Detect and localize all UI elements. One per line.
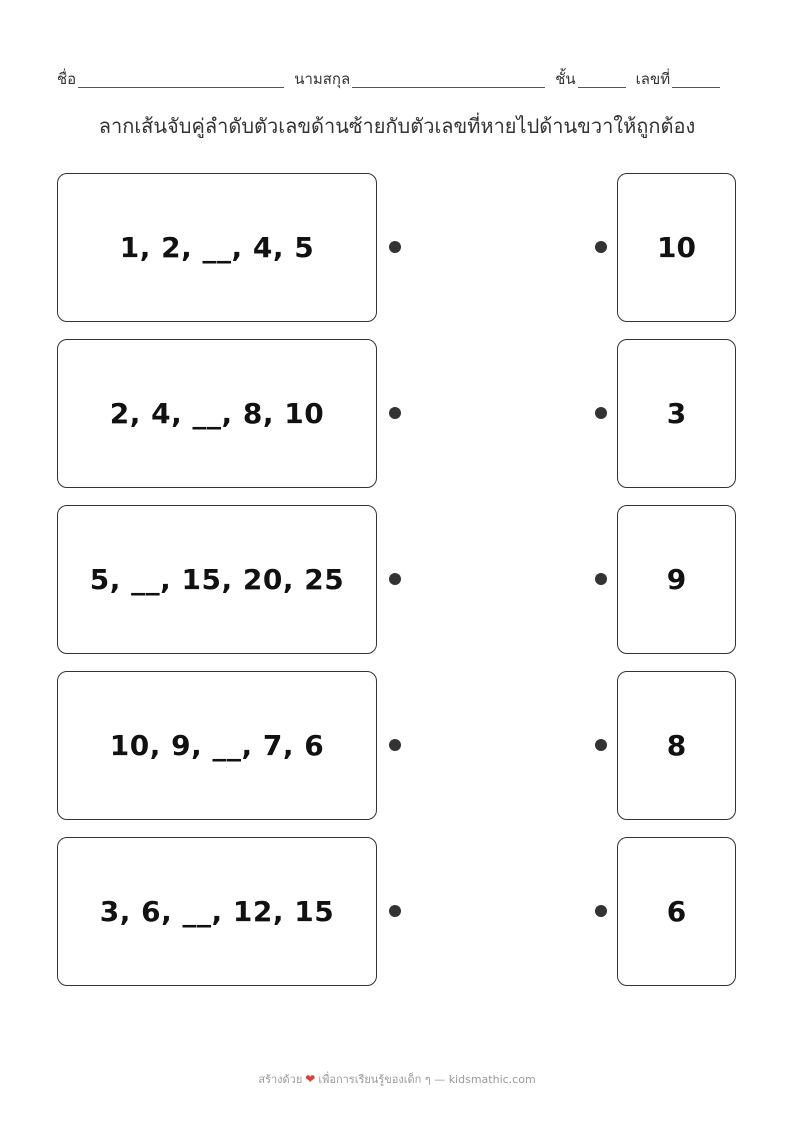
instruction-text: ลากเส้นจับคู่ลำดับตัวเลขด้านซ้ายกับตัวเลขที่หายไปด้านขวาให้ถูกต้อง — [98, 114, 696, 138]
answer-box — [617, 173, 736, 322]
number-field[interactable] — [636, 69, 720, 88]
match-row — [0, 505, 794, 655]
answer-box — [617, 505, 736, 654]
sequence-box — [57, 505, 377, 654]
name-label: ชื่อ — [57, 70, 77, 88]
answer-text: 3 — [666, 397, 687, 430]
surname-label: นามสกุล — [294, 70, 351, 88]
answer-text: 8 — [666, 729, 687, 762]
match-row — [0, 173, 794, 323]
answer-text: 10 — [657, 231, 696, 264]
class-blank-line[interactable] — [578, 69, 626, 88]
answer-box — [617, 671, 736, 820]
right-connector-dot[interactable] — [595, 905, 607, 917]
left-connector-dot[interactable] — [389, 573, 401, 585]
answer-text: 9 — [666, 563, 687, 596]
sequence-text: 5, __, 15, 20, 25 — [89, 563, 345, 596]
answer-box — [617, 837, 736, 986]
match-row — [0, 837, 794, 987]
match-row — [0, 339, 794, 489]
footer-tagline: เพื่อการเรียนรู้ของเด็ก ๆ — kidsmathic.com — [318, 1073, 536, 1086]
name-blank-line[interactable] — [78, 69, 284, 88]
right-connector-dot[interactable] — [595, 573, 607, 585]
class-label: ชั้น — [555, 70, 576, 88]
surname-field[interactable] — [294, 69, 545, 88]
answer-text: 6 — [666, 895, 687, 928]
sequence-box — [57, 671, 377, 820]
name-field[interactable] — [57, 69, 284, 88]
answer-box — [617, 339, 736, 488]
number-label: เลขที่ — [635, 70, 671, 88]
heart-icon: ❤ — [305, 1072, 316, 1086]
left-connector-dot[interactable] — [389, 905, 401, 917]
sequence-text: 1, 2, __, 4, 5 — [119, 231, 315, 264]
left-connector-dot[interactable] — [389, 739, 401, 751]
student-info-header — [57, 64, 748, 88]
surname-blank-line[interactable] — [352, 69, 545, 88]
right-connector-dot[interactable] — [595, 739, 607, 751]
left-connector-dot[interactable] — [389, 407, 401, 419]
left-connector-dot[interactable] — [389, 241, 401, 253]
sequence-text: 3, 6, __, 12, 15 — [99, 895, 335, 928]
footer — [0, 1070, 794, 1088]
sequence-text: 2, 4, __, 8, 10 — [109, 397, 325, 430]
right-connector-dot[interactable] — [595, 241, 607, 253]
right-connector-dot[interactable] — [595, 407, 607, 419]
match-row — [0, 671, 794, 821]
class-field[interactable] — [555, 69, 625, 88]
sequence-box — [57, 339, 377, 488]
number-blank-line[interactable] — [672, 69, 720, 88]
footer-made-with: สร้างด้วย — [258, 1073, 303, 1086]
sequence-box — [57, 837, 377, 986]
sequence-box — [57, 173, 377, 322]
sequence-text: 10, 9, __, 7, 6 — [109, 729, 325, 762]
